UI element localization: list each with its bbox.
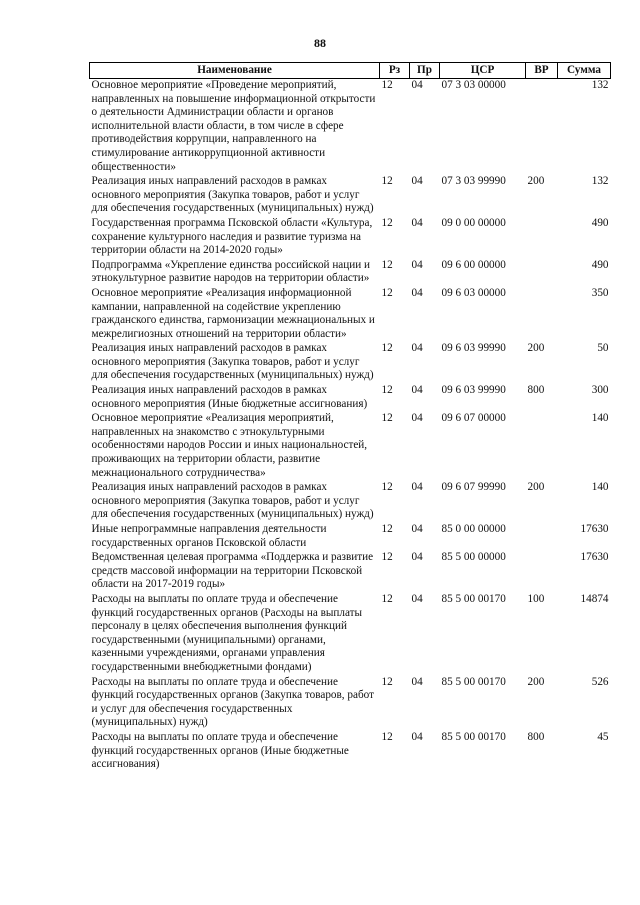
cell-pr: 04 [411,79,423,91]
cell-rz: 12 [381,79,393,91]
cell-vr: 800 [527,730,545,743]
cell-vr: 100 [527,592,545,605]
cell-sum: 17630 [580,523,609,535]
cell-pr: 04 [411,286,423,299]
cell-sum: 132 [591,175,609,188]
cell-sum: 50 [597,342,609,355]
table-row [90,384,611,412]
cell-vr [526,523,558,551]
cell-vr [526,259,558,287]
cell-vr: 200 [527,481,545,494]
column-header-csr: ЦСР [440,63,526,79]
table-row [90,342,611,384]
cell-rz: 12 [381,384,393,397]
cell-csr: 09 6 03 99990 [441,384,506,397]
cell-rz: 12 [381,286,393,299]
cell-sum: 490 [591,258,609,271]
cell-csr: 07 3 03 99990 [441,175,506,188]
cell-csr: 09 0 00 00000 [441,216,506,229]
cell-sum: 300 [591,384,609,397]
cell-rz: 12 [381,216,393,229]
cell-rz: 12 [381,551,393,564]
cell-vr: 200 [527,675,545,688]
table-row [90,523,611,551]
budget-table [89,62,611,773]
cell-sum: 490 [591,216,609,229]
cell-name: Реализация иных направлений расходов в рамках основного мероприятия (Закупка товаров, работ и услуг для обеспечения государственных (муниципальных) нужд) [91,175,374,215]
page-number: 88 [314,36,326,50]
cell-rz: 12 [381,175,393,188]
cell-vr [526,412,558,481]
cell-name: Расходы на выплаты по оплате труда и обеспечение функций государственных органов (Иные бюджетные ассигнования) [91,730,349,771]
cell-csr: 09 6 03 99990 [441,342,506,355]
cell-vr [526,551,558,593]
cell-name: Реализация иных направлений расходов в рамках основного мероприятия (Закупка товаров, работ и услуг для обеспечения государственных (муниципальных) нужд) [91,342,374,382]
column-header-vr: ВР [526,63,558,79]
cell-pr: 04 [411,675,423,688]
cell-sum: 526 [591,675,609,688]
column-header-pr: Пр [410,63,440,79]
cell-rz: 12 [381,675,393,688]
cell-rz: 12 [381,730,393,743]
column-header-name: Наименование [90,63,380,79]
cell-csr: 85 5 00 00170 [441,730,506,743]
cell-pr: 04 [411,258,423,271]
cell-name: Подпрограмма «Укрепление единства российской нации и этнокультурное развитие народов на территории области» [91,258,371,285]
cell-name: Иные непрограммные направления деятельности государственных органов Псковской области [91,523,327,549]
table-row [90,287,611,342]
cell-name: Расходы на выплаты по оплате труда и обеспечение функций государственных органов (Расходы на выплаты персоналу в целях обеспечения выполнения функций государственными (муниципальными) органами, казенными учреждениями, органами управления государственными внебюджетными фондами) [91,592,363,673]
table-row [90,593,611,676]
cell-pr: 04 [411,481,423,494]
table-row [90,217,611,259]
table-row [90,79,611,176]
table-row [90,412,611,481]
cell-pr: 04 [411,342,423,355]
table-row [90,731,611,773]
cell-pr: 04 [411,592,423,605]
cell-vr: 200 [527,342,545,355]
cell-name: Основное мероприятие «Проведение мероприятий, направленных на повышение информационной открытости о деятельности Администрации области и органов исполнительной власти области, в том числе в сфере противодействия коррупции, направленного на стимулирование антикоррупционной активности общественности» [91,79,376,173]
cell-vr [526,217,558,259]
table-row [90,175,611,217]
cell-pr: 04 [411,551,423,564]
cell-rz: 12 [381,412,393,425]
column-header-sum: Сумма [558,63,611,79]
cell-sum: 17630 [580,551,609,564]
cell-csr: 09 6 00 00000 [441,258,506,271]
cell-sum: 132 [591,79,609,91]
cell-sum: 140 [591,412,609,425]
cell-vr [526,287,558,342]
cell-name: Основное мероприятие «Реализация информационной кампании, направленной на содействие укреплению гражданского единства, гармонизации межнациональных и межрелигиозных отношений на территории области» [91,286,375,340]
cell-pr: 04 [411,216,423,229]
table-header-row [90,63,611,79]
cell-sum: 350 [591,286,609,299]
cell-sum: 14874 [580,592,609,605]
cell-pr: 04 [411,175,423,188]
cell-csr: 09 6 03 00000 [441,286,506,299]
cell-sum: 45 [597,730,609,743]
cell-rz: 12 [381,342,393,355]
cell-vr [526,79,558,176]
cell-rz: 12 [381,523,393,535]
cell-pr: 04 [411,730,423,743]
cell-csr: 85 5 00 00000 [441,551,506,564]
column-header-rz: Рз [380,63,410,79]
table-row [90,259,611,287]
cell-pr: 04 [411,412,423,425]
cell-rz: 12 [381,258,393,271]
cell-csr: 85 5 00 00170 [441,592,506,605]
cell-name: Реализация иных направлений расходов в рамках основного мероприятия (Закупка товаров, работ и услуг для обеспечения государственных (муниципальных) нужд) [91,481,374,521]
cell-pr: 04 [411,384,423,397]
cell-rz: 12 [381,592,393,605]
cell-csr: 85 5 00 00170 [441,675,506,688]
cell-name: Ведомственная целевая программа «Поддержка и развитие средств массовой информации на территории Псковской области на 2017-2019 годы» [91,551,374,591]
table-body [90,79,611,773]
table-row [90,551,611,593]
cell-vr: 800 [527,384,545,397]
cell-name: Государственная программа Псковской области «Культура, сохранение культурного наследия и развитие туризма на территории области на 2014-2020 годы» [91,216,373,257]
cell-csr: 07 3 03 00000 [441,79,506,91]
cell-name: Реализация иных направлений расходов в рамках основного мероприятия (Иные бюджетные ассигнования) [91,384,368,410]
cell-csr: 85 0 00 00000 [441,523,506,535]
cell-name: Основное мероприятие «Реализация мероприятий, направленных на знакомство с этнокультурными особенностями народов России и иных национальностей, проживающих на территории области, развитие межнационального сотрудничества» [91,412,368,479]
cell-name: Расходы на выплаты по оплате труда и обеспечение функций государственных органов (Закупка товаров, работ и услуг для обеспечения государственных (муниципальных) нужд) [91,675,374,729]
table-row [90,481,611,523]
cell-sum: 140 [591,481,609,494]
cell-vr: 200 [527,175,545,188]
table-row [90,676,611,731]
cell-csr: 09 6 07 00000 [441,412,506,425]
cell-rz: 12 [381,481,393,494]
cell-csr: 09 6 07 99990 [441,481,506,494]
cell-pr: 04 [411,523,423,535]
